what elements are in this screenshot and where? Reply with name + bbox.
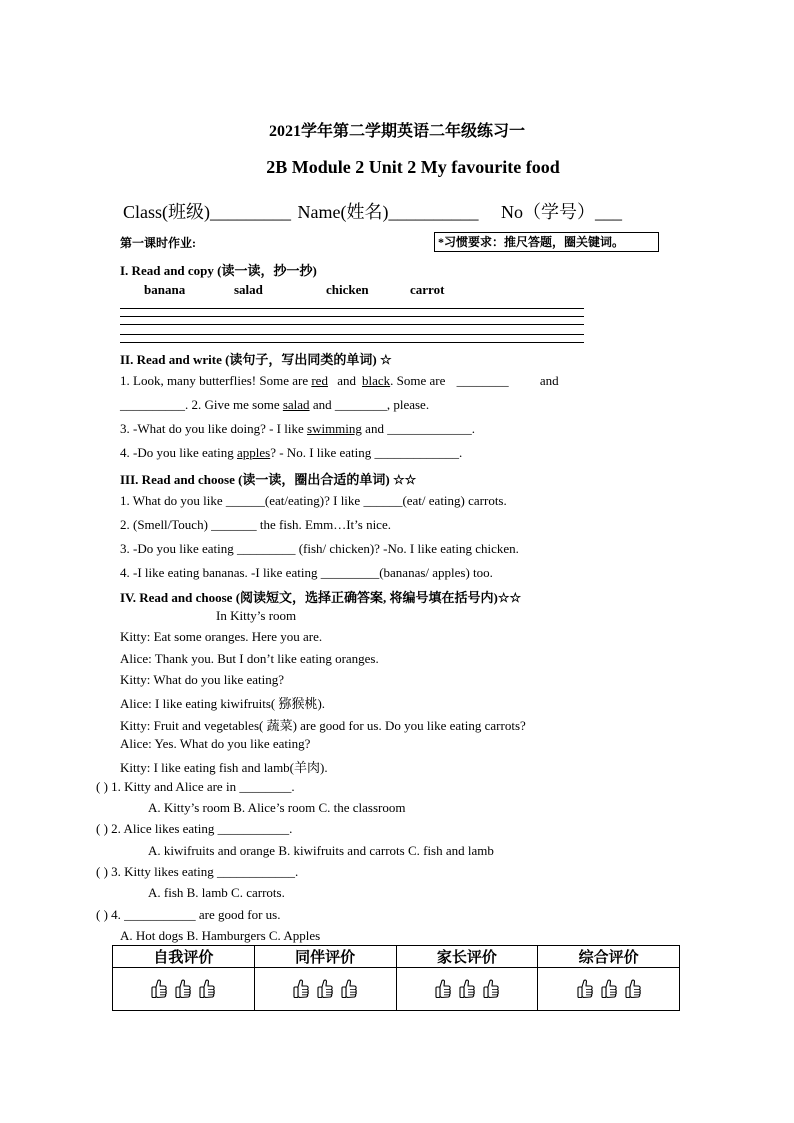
eval-header-peer: 同伴评价 (254, 946, 396, 968)
section2-heading: II. Read and write (读句子，写出同类的单词) ☆ (120, 352, 392, 367)
copy-line[interactable] (120, 342, 584, 343)
eval-header-parent: 家长评价 (396, 946, 538, 968)
eval-parent-thumbs[interactable] (396, 968, 538, 1011)
class-label: Class(班级) (123, 202, 210, 222)
name-field[interactable]: __________ (388, 202, 479, 222)
question-4[interactable]: ( ) 4. ___________ are good for us. (96, 907, 281, 922)
thumbs-up-icon[interactable] (171, 980, 195, 997)
dialogue-line: Kitty: Eat some oranges. Here you are. (120, 629, 323, 644)
eval-overall-thumbs[interactable] (538, 968, 680, 1011)
copy-line[interactable] (120, 324, 584, 325)
thumbs-up-icon[interactable] (621, 980, 645, 997)
dialogue-line: Kitty: I like eating fish and lamb(羊肉). (120, 760, 328, 775)
copy-line[interactable] (120, 308, 584, 309)
thumbs-up-icon[interactable] (597, 980, 621, 997)
question-2[interactable]: ( ) 2. Alice likes eating ___________. (96, 821, 293, 836)
section1-heading: I. Read and copy (读一读，抄一抄) (120, 263, 317, 278)
eval-header-self: 自我评价 (113, 946, 255, 968)
word-salad: salad (282, 397, 310, 412)
eval-peer-thumbs[interactable] (254, 968, 396, 1011)
word-apples: apples (236, 445, 271, 460)
section3-q1[interactable]: 1. What do you like ______(eat/eating)? I like ______(eat/ eating) carrots. (120, 493, 507, 508)
eval-header-overall: 综合评价 (538, 946, 680, 968)
thumbs-up-icon[interactable] (147, 980, 171, 997)
thumbs-up-icon[interactable] (431, 980, 455, 997)
thumbs-up-icon[interactable] (573, 980, 597, 997)
no-label: No（学号） (500, 202, 595, 222)
homework-label: 第一课时作业: (120, 236, 196, 250)
class-field[interactable]: _________ (210, 202, 291, 222)
section3-q3[interactable]: 3. -Do you like eating _________ (fish/ chicken)? -No. I like eating chicken. (120, 541, 519, 556)
answer-blank[interactable]: _____________ (374, 445, 460, 460)
question-3-options: A. fish B. lamb C. carrots. (148, 885, 285, 900)
question-2-options: A. kiwifruits and orange B. kiwifruits and carrots C. fish and lamb (148, 843, 494, 858)
section2-q3: 3. -What do you like doing? - I like swimming and _____________. (120, 421, 475, 436)
dialogue-line: Alice: Yes. What do you like eating? (120, 736, 311, 751)
section4-heading: IV. Read and choose (阅读短文，选择正确答案, 将编号填在括号内)☆☆ (120, 590, 522, 605)
section3-heading: III. Read and choose (读一读，圈出合适的单词) ☆☆ (120, 472, 417, 487)
section2-q1: 1. Look, many butterflies! Some are red and black. Some are ________ and (120, 373, 559, 388)
habit-note: *习惯要求：推尺答题，圈关键词。 (434, 232, 659, 252)
thumbs-up-icon[interactable] (337, 980, 361, 997)
student-info (123, 198, 622, 224)
name-label: Name(姓名) (297, 202, 389, 222)
copy-line[interactable] (120, 316, 584, 317)
word-black: black (361, 373, 391, 388)
copy-line[interactable] (120, 334, 584, 335)
thumbs-up-icon[interactable] (313, 980, 337, 997)
dialogue-line: Alice: Thank you. But I don’t like eating oranges. (120, 651, 379, 666)
section2-q4: 4. -Do you like eating apples? - No. I like eating _____________. (120, 445, 463, 460)
thumbs-up-icon[interactable] (195, 980, 219, 997)
no-field[interactable]: ___ (594, 202, 622, 222)
copy-word-chicken: chicken (326, 282, 369, 297)
thumbs-up-icon[interactable] (289, 980, 313, 997)
copy-word-salad: salad (234, 282, 263, 297)
answer-blank[interactable]: ________ (456, 373, 509, 388)
word-red: red (311, 373, 328, 388)
page-subtitle: 2B Module 2 Unit 2 My favourite food (266, 157, 560, 177)
copy-word-banana: banana (144, 282, 186, 297)
word-swimming: swimming (307, 421, 362, 436)
question-1[interactable]: ( ) 1. Kitty and Alice are in ________. (96, 779, 295, 794)
copy-word-carrot: carrot (410, 282, 445, 297)
story-place: In Kitty’s room (216, 608, 297, 623)
dialogue-line: Alice: I like eating kiwifruits( 猕猴桃). (120, 696, 326, 711)
question-1-options: A. Kitty’s room B. Alice’s room C. the classroom (148, 800, 406, 815)
page-title: 2021学年第二学期英语二年级练习一 (268, 123, 525, 140)
answer-blank[interactable]: __________ (120, 397, 185, 412)
question-3[interactable]: ( ) 3. Kitty likes eating ____________. (96, 864, 299, 879)
evaluation-table (112, 945, 680, 1011)
dialogue-line: Kitty: What do you like eating? (120, 672, 285, 687)
section3-q2[interactable]: 2. (Smell/Touch) _______ the fish. Emm…It’s nice. (120, 517, 391, 532)
thumbs-up-icon[interactable] (479, 980, 503, 997)
eval-self-thumbs[interactable] (113, 968, 255, 1011)
dialogue-line: Kitty: Fruit and vegetables( 蔬菜) are good for us. Do you like eating carrots? (120, 718, 526, 733)
section2-q2: __________. 2. Give me some salad and ________, please. (120, 397, 430, 412)
answer-blank[interactable]: ________ (334, 397, 387, 412)
answer-blank[interactable]: _____________ (387, 421, 472, 436)
thumbs-up-icon[interactable] (455, 980, 479, 997)
section3-q4[interactable]: 4. -I like eating bananas. -I like eating _________(bananas/ apples) too. (120, 565, 493, 580)
question-4-options: A. Hot dogs B. Hamburgers C. Apples (120, 928, 321, 943)
